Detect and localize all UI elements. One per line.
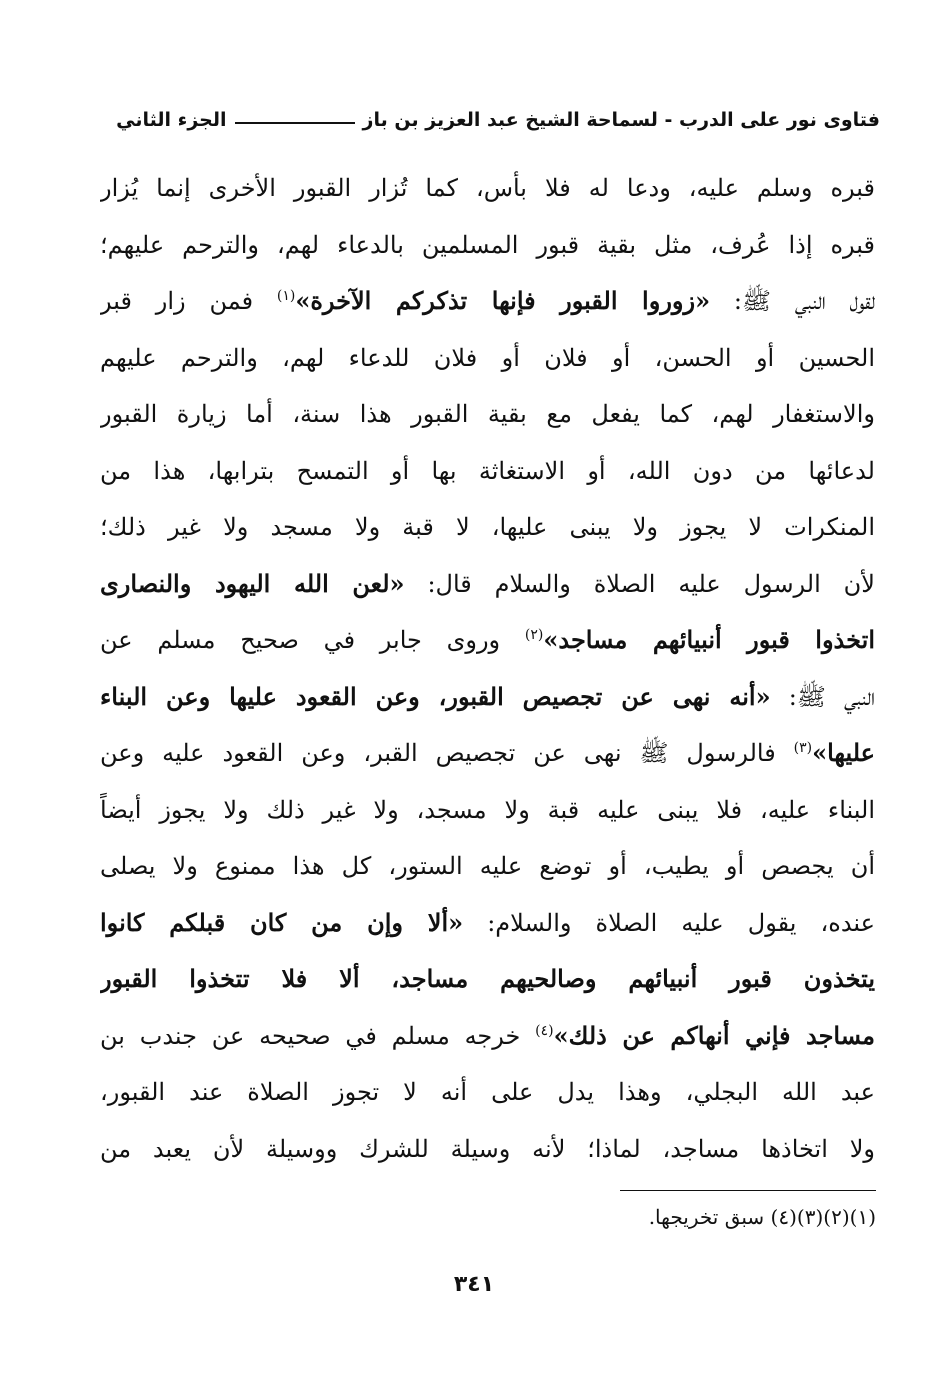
body-run: خرجه مسلم في صحيحه عن جندب بن — [100, 1021, 536, 1050]
body-line — [100, 895, 875, 952]
body-run: البناء عليه، فلا يبنى عليه قبة ولا مسجد، ولا غير ذلك ولا يجوز أيضاً — [100, 795, 875, 824]
body-line — [100, 1121, 875, 1178]
body-line — [100, 273, 875, 330]
body-line — [100, 443, 875, 500]
body-run: لقول النبي ﷺ: — [710, 287, 875, 315]
body-run: فالرسول ﷺ نهى عن تجصيص القبر، وعن القعود عليه وعن — [100, 739, 794, 767]
footnote-marker: (٣) — [793, 740, 813, 756]
body-run: عبد الله البجلي، وهذا يدل على أنه لا تجوز الصلاة عند القبور، — [100, 1078, 875, 1106]
body-line — [100, 160, 875, 217]
hadith-quote: مساجد فإني أنهاكم عن ذلك» — [553, 1020, 875, 1050]
body-run: أن يجصص أو يطيب، أو توضع عليه الستور، كل هذا ممنوع ولا يصلى — [100, 852, 875, 880]
body-line — [100, 330, 875, 387]
body-run: لدعائها من دون الله، أو الاستغاثة بها أو التمسح بترابها، هذا من — [100, 456, 875, 485]
running-header — [100, 100, 880, 140]
header-dash-rule — [235, 122, 355, 124]
hadith-quote: اتخذوا قبور أنبيائهم مساجد» — [543, 625, 875, 654]
body-run: المنكرات لا يجوز ولا يبنى عليها، لا قبة ولا مسجد ولا غير ذلك؛ — [100, 513, 875, 541]
body-run: ولا اتخاذها مساجد، لماذا؛ لأنه وسيلة للشرك ووسيلة لأن يعبد من — [100, 1134, 875, 1163]
body-line — [100, 725, 875, 782]
body-line — [100, 669, 875, 726]
footnote-separator — [620, 1190, 876, 1191]
body-line — [100, 838, 875, 895]
body-line — [100, 1008, 875, 1065]
body-line — [100, 782, 875, 839]
body-line — [100, 951, 875, 1008]
hadith-quote: «لعن الله اليهود والنصارى — [100, 568, 405, 598]
header-book-title: فتاوى نور على الدرب - لسماحة الشيخ عبد العزيز بن باز — [362, 109, 880, 131]
body-run: وروى جابر في صحيح مسلم عن — [100, 626, 525, 654]
body-run: لأن الرسول عليه الصلاة والسلام قال: — [404, 569, 875, 598]
footnote-marker: (٤) — [535, 1022, 554, 1039]
body-line — [100, 556, 875, 613]
body-run: النبي ﷺ: — [770, 682, 875, 711]
body-run: الحسين أو الحسن، أو فلان أو فلان للدعاء لهم، والترحم عليهم — [100, 343, 875, 372]
hadith-quote: «ألا وإن من كان قبلكم كانوا — [100, 907, 464, 937]
hadith-quote: «زوروا القبور فإنها تذكركم الآخرة» — [295, 286, 711, 315]
body-line — [100, 217, 875, 274]
body-text — [100, 160, 875, 1177]
body-run: قبره وسلم عليه، ودعا له فلا بأس، كما تُزار القبور الأخرى إنما يُزار — [100, 174, 875, 202]
body-line — [100, 386, 875, 443]
footnote-marker: (١) — [276, 288, 296, 304]
page-number: ٣٤١ — [453, 1272, 495, 1297]
footnote: (١)(٢)(٣)(٤) سبق تخريجها. — [648, 1205, 876, 1229]
body-run: عنده، يقول عليه الصلاة والسلام: — [463, 908, 875, 937]
hadith-quote: «أنه نهى عن تجصيص القبور، وعن القعود عليها وعن البناء — [100, 681, 771, 711]
hadith-quote: يتخذون قبور أنبيائهم وصالحيهم مساجد، ألا فلا تتخذوا القبور — [100, 964, 875, 993]
body-line — [100, 1064, 875, 1121]
body-line — [100, 612, 875, 669]
body-line — [100, 499, 875, 556]
body-run: فمن زار قبر — [100, 287, 277, 315]
footnote-marker: (٢) — [524, 627, 544, 643]
hadith-quote: عليها» — [812, 738, 875, 767]
body-run: قبره إذا عُرف، مثل بقية قبور المسلمين بالدعاء لهم، والترحم عليهم؛ — [100, 230, 875, 259]
body-run: والاستغفار لهم، كما يفعل مع بقية القبور هذا سنة، أما زيارة القبور — [100, 400, 875, 428]
header-part-label: الجزء الثاني — [116, 109, 227, 131]
